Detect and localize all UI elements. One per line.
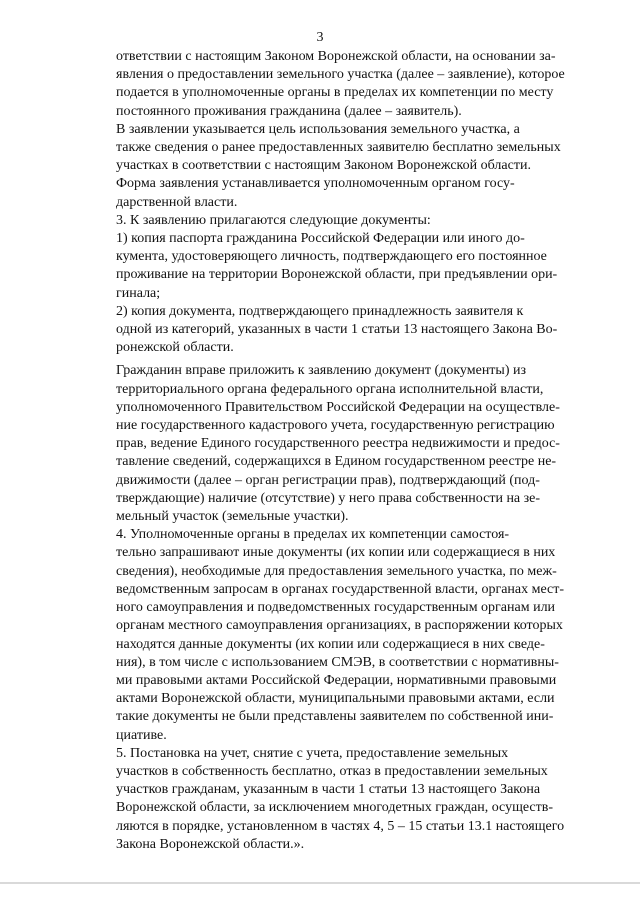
paragraph-item-5: 5. Постановка на учет, снятие с учета, предоставление земельных участков в собственность бесплатно, отказ в предоставлении земельных участков гражданам, указанным в части 1 статьи 13 настоящего Закона Воронежской области, за исключением многодетных граждан, осуществ- ляются в порядке, установленном в частях 4, 5 – 15 статьи 13.1 настоящего Закона Воронежской области.».: [116, 745, 565, 852]
paragraph-subitem-1: 1) копия паспорта гражданина Российской Федерации или иного до- кумента, удостоверяющего личность, подтверждающего его постоянное проживание на территории Воронежской области, при предъявлении ори- гинала;: [116, 231, 558, 301]
paragraph-application-form: Форма заявления устанавливается уполномоченным органом госу- дарственной власти.: [116, 176, 515, 210]
page-number: 3: [316, 30, 324, 45]
paragraph-item-4: 4. Уполномоченные органы в пределах их компетенции самостоя- тельно запрашивают иные документы (их копии или содержащиеся в них сведения), необходимые для предоставления земельного участка, по меж- ведомственным запросам в органах государственной власти, органах мест- ного самоуправления и подведомственных государственным органам или органам местного самоуправления организациях, в распоряжении которых находятся данные документы (их копии или содержащиеся в них сведе- ния), в том числе с использованием СМЭВ, в соответствии с нормативны- ми правовыми актами Российской Федерации, нормативными правовыми актами Воронежской области, муниципальными правовыми актами, если такие документы не были представлены заявителем по собственной ини- циативе.: [116, 527, 565, 743]
paragraph-continuation: ответствии с настоящим Законом Воронежской области, на основании за- явления о предоставлении земельного участка (далее – заявление), которое подается в уполномоченные органы в пределах их компетенции по месту постоянного проживания гражданина (далее – заявитель).: [116, 49, 565, 119]
paragraph-citizen-right: Гражданин вправе приложить к заявлению документ (документы) из территориального органа федерального органа исполнительной власти, уполномоченного Правительством Российской Федерации на осуществле- ние государственного кадастрового учета, государственную регистрацию прав, ведение Единого государственного реестра недвижимости и предос- тавление сведений, содержащихся в Едином государственном реестре не- движимости (далее – орган регистрации прав), подтверждающий (под- тверждающие) наличие (отсутствие) у него права собственности на зе- мельный участок (земельные участки).: [116, 363, 560, 525]
paragraph-subitem-2: 2) копия документа, подтверждающего принадлежность заявителя к одной из категорий, указанных в части 1 статьи 13 настоящего Закона Во- ронежской области.: [116, 303, 558, 356]
paragraph-item-3: 3. К заявлению прилагаются следующие документы:: [116, 212, 431, 228]
paragraph-application-purpose: В заявлении указывается цель использования земельного участка, а также сведения о ранее предоставленных заявителю бесплатно земельных участках в соответствии с настоящим Законом Воронежской области.: [116, 121, 561, 174]
document-body: [116, 48, 604, 854]
footer-divider: [0, 882, 640, 884]
